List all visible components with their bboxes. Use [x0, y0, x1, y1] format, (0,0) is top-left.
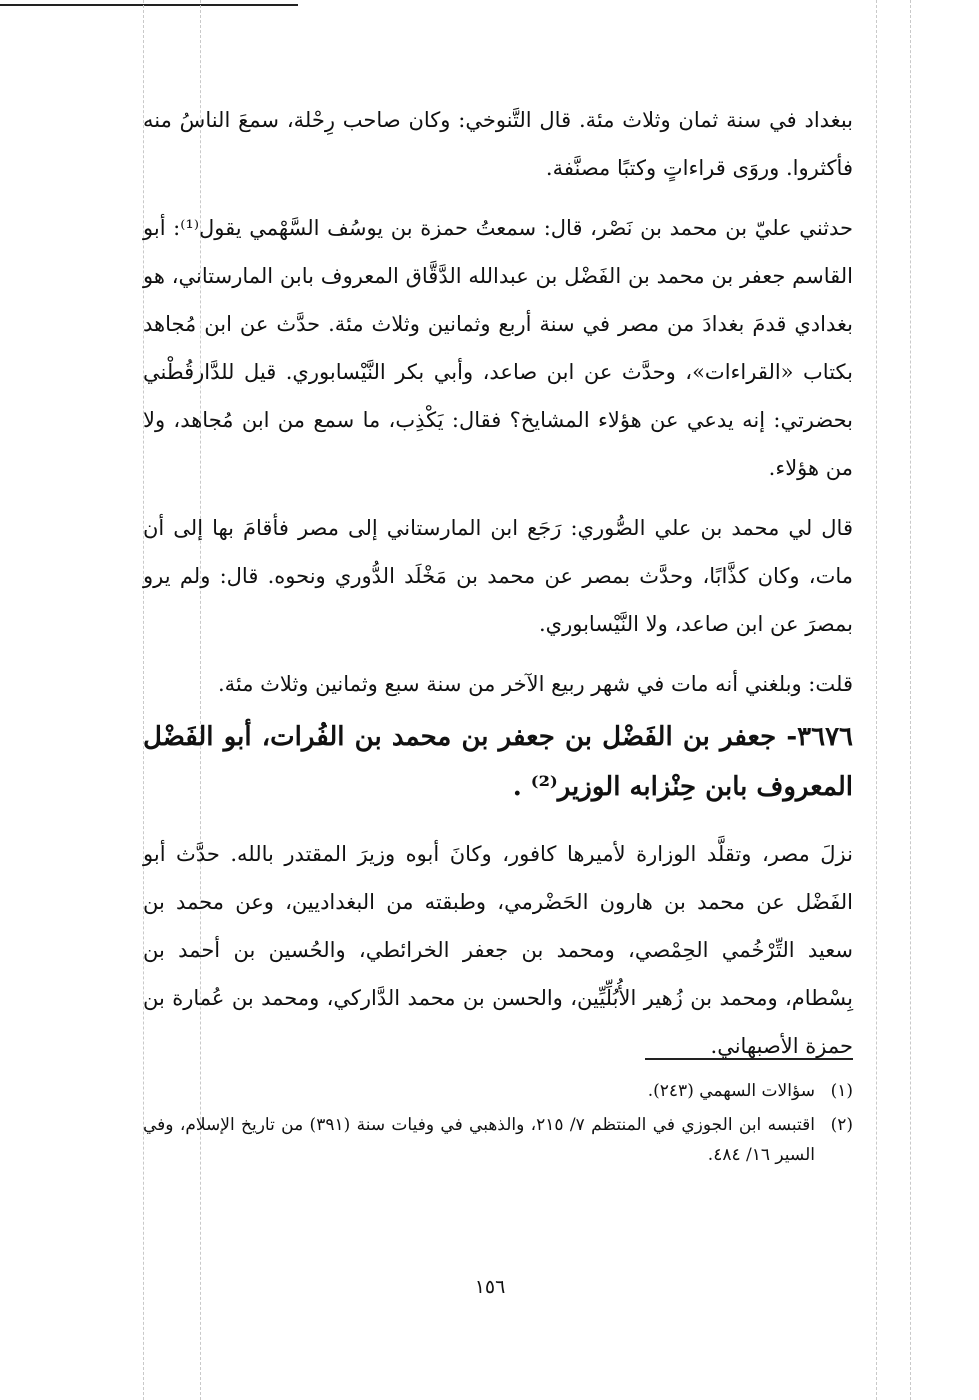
- footnote-separator: [645, 1058, 853, 1060]
- footnote-text: اقتبسه ابن الجوزي في المنتظم ٧/ ٢١٥، والذهبي في وفيات سنة (٣٩١) من تاريخ الإسلام، وفي السير ١٦/ ٤٨٤.: [143, 1115, 816, 1165]
- footnote-2: [143, 1110, 853, 1170]
- body-text-top: [143, 96, 853, 708]
- footnotes: [143, 1076, 853, 1170]
- footnote-marker: (١): [830, 1081, 853, 1101]
- entry-heading: ٣٦٧٦- جعفر بن الفَضْل بن جعفر بن محمد بن الفُرات، أبو الفَضْل المعروف بابن حِنْزابه الوزير⁽²⁾ .: [143, 722, 853, 802]
- top-left-rule: [0, 4, 298, 6]
- paragraph-4: قلت: وبلغني أنه مات في شهر ربيع الآخر من سنة سبع وثمانين وثلاث مئة.: [217, 672, 853, 696]
- scan-artifact-line: [910, 0, 911, 1400]
- paragraph-1: ببغداد في سنة ثمان وثلاث مئة. قال التَّنوخي: وكان صاحب رِحْلة، سمعَ الناسُ منه فأكثروا. وروَى قراءاتٍ وكتبًا مصنَّفة.: [143, 108, 853, 180]
- paragraph-2: حدثني عليّ بن محمد بن نَصْر، قال: سمعتُ حمزة بن يوسُف السَّهْمي يقول⁽¹⁾: أبو القاسم جعفر بن محمد بن الفَضْل بن عبدالله الدَّقَّاق المعروف بابن المارستاني، هو بغدادي قدمَ بغدادَ من مصر في سنة أربع وثمانين وثلاث مئة. حدَّث عن ابن مُجاهد بكتاب «القراءات»، وحدَّث عن ابن صاعد، وأبي بكر النَّيْسابوري. قيل للدَّارقُطْني بحضرتي: إنه يدعي عن هؤلاء المشايخ؟ فقال: يَكْذِب، ما سمع من ابن مُجاهد، ولا من هؤلاء.: [143, 216, 854, 480]
- entry-paragraph: نزلَ مصر، وتقلَّد الوزارة لأميرها كافور، وكانَ أبوه وزيرَ المقتدر بالله. حدَّث أبو الفَضْل عن محمد بن هارون الحَضْرمي، وطبقته من البغداديين، وعن محمد بن سعيد التِّرْخُمي الحِمْصي، ومحمد بن جعفر الخرائطي، والحُسين بن أحمد بن بِسْطام، ومحمد بن زُهير الأُبُلِّيِّين، والحسن بن محمد الدَّاركي، ومحمد بن عُمارة بن حمزة الأصبهاني.: [143, 842, 853, 1058]
- entry-body: [143, 830, 853, 1070]
- scan-artifact-line: [876, 0, 877, 1400]
- footnote-1: [143, 1076, 853, 1106]
- page-number: ١٥٦: [474, 1276, 506, 1298]
- footnote-marker: (٢): [830, 1115, 853, 1135]
- footnote-text: سؤالات السهمي (٢٤٣).: [647, 1081, 815, 1101]
- entry-section: [143, 712, 853, 812]
- paragraph-3: قال لي محمد بن علي الصُّوري: رَجَع ابن المارستاني إلى مصر فأقامَ بها إلى أن مات، وكان كذَّابًا، وحدَّث بمصر عن محمد بن مَخْلَد الدُّوري ونحوه. قال: ولم يرو بمصرَ عن ابن صاعد، ولا النَّيْسابوري.: [143, 516, 853, 636]
